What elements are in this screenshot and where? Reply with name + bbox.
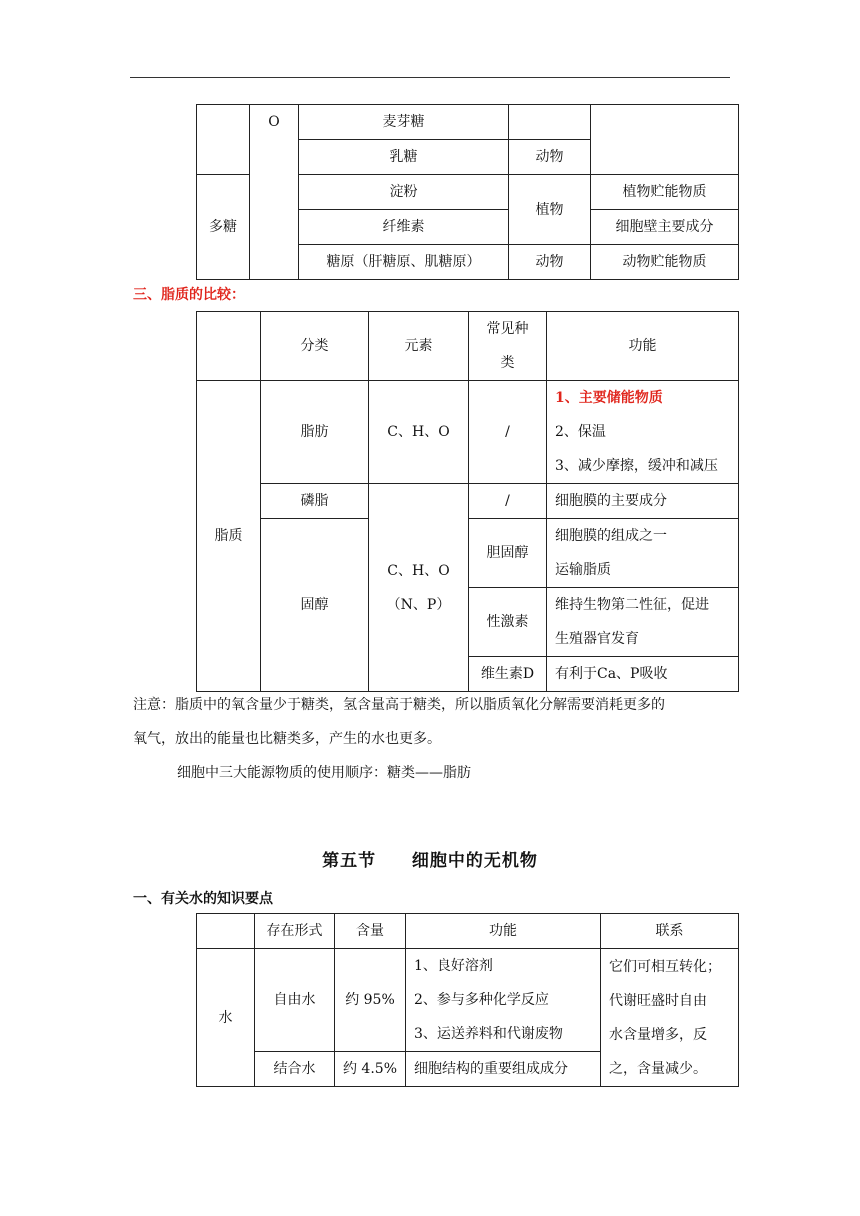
sterol-function-item: 生殖器官发育 (555, 631, 639, 647)
page-header-rule (130, 77, 730, 78)
energy-order-text: 细胞中三大能源物质的使用顺序：糖类——脂肪 (177, 765, 471, 781)
lipid-header-types-line2: 类 (500, 355, 515, 371)
sterol-subtype-name: 维生素D (469, 657, 547, 692)
sugar-row-name: 纤维素 (299, 210, 509, 245)
polysaccharide-label: 多糖 (197, 175, 250, 280)
sugar-element-cell (250, 105, 299, 280)
phospholipid-function: 细胞膜的主要成分 (547, 484, 739, 519)
free-water-name: 自由水 (255, 949, 335, 1052)
water-section-heading: 一、有关水的知识要点 (133, 891, 273, 907)
fat-functions (547, 381, 739, 484)
sterol-name: 固醇 (261, 519, 369, 692)
sugar-table (196, 104, 739, 280)
fat-types: / (469, 381, 547, 484)
lipid-header-element: 元素 (369, 312, 469, 381)
sugar-row-function (591, 105, 739, 175)
water-relation-cell (601, 949, 739, 1087)
lipid-note (133, 688, 665, 756)
sugar-row-name: 糖原（肝糖原、肌糖原） (299, 245, 509, 280)
lipid-note-line2: 氧气，放出的能量也比糖类多，产生的水也更多。 (133, 731, 441, 747)
bound-water-function: 细胞结构的重要组成成分 (406, 1052, 601, 1087)
sugar-row-distribution: 动物 (509, 245, 591, 280)
phospholipid-types: / (469, 484, 547, 519)
shared-element-line2: （N、P） (386, 596, 451, 613)
free-water-content: 约 95% (335, 949, 406, 1052)
sugar-row-name: 淀粉 (299, 175, 509, 210)
fat-element: C、H、O (369, 381, 469, 484)
free-water-function-item: 1、良好溶剂 (414, 958, 493, 974)
fat-function-item: 2、保温 (555, 424, 606, 440)
lipid-header-category: 分类 (261, 312, 369, 381)
sterol-function-item: 维持生物第二性征，促进 (555, 597, 709, 613)
lipid-note-line1: 注意：脂质中的氧含量少于糖类，氢含量高于糖类，所以脂质氧化分解需要消耗更多的 (133, 697, 665, 713)
fat-name: 脂肪 (261, 381, 369, 484)
water-header-empty (197, 914, 255, 949)
water-relation-line: 水含量增多，反 (609, 1026, 707, 1043)
lipid-section-heading: 三、脂质的比较： (133, 287, 245, 303)
sterol-subtype-function: 有利于Ca、P吸收 (547, 657, 739, 692)
sugar-row-function: 植物贮能物质 (591, 175, 739, 210)
free-water-functions (406, 949, 601, 1052)
sterol-function-item: 运输脂质 (555, 562, 611, 578)
lipid-header-empty (197, 312, 261, 381)
water-relation-line: 之，含量减少。 (609, 1060, 707, 1077)
sterol-subtype-name: 胆固醇 (469, 519, 547, 588)
sterol-subtype-functions (547, 588, 739, 657)
water-relation-line: 它们可相互转化； (609, 958, 721, 975)
fat-function-item: 1、主要储能物质 (555, 390, 663, 406)
lipid-header-types-line1: 常见种 (486, 321, 529, 337)
section-title-number: 第五节 (322, 851, 377, 871)
sugar-row-distribution: 动物 (509, 140, 591, 175)
fat-function-item: 3、减少摩擦，缓冲和减压 (555, 458, 718, 474)
sugar-row-distribution: 植物 (509, 175, 591, 245)
sugar-row-function: 细胞壁主要成分 (591, 210, 739, 245)
sugar-row-function: 动物贮能物质 (591, 245, 739, 280)
lipid-header-types (469, 312, 547, 381)
water-header-form: 存在形式 (255, 914, 335, 949)
water-header-relation: 联系 (601, 914, 739, 949)
bound-water-content: 约 4.5% (335, 1052, 406, 1087)
sterol-subtype-name: 性激素 (469, 588, 547, 657)
free-water-function-item: 2、参与多种化学反应 (414, 992, 549, 1008)
water-group-label: 水 (197, 949, 255, 1087)
sugar-row-distribution (509, 105, 591, 140)
water-header-content: 含量 (335, 914, 406, 949)
lipid-group-label: 脂质 (197, 381, 261, 692)
lipid-header-function: 功能 (547, 312, 739, 381)
sugar-element-o: O (268, 114, 280, 130)
section-title (0, 846, 860, 871)
sterol-function-item: 细胞膜的组成之一 (555, 528, 667, 544)
water-relation-line: 代谢旺盛时自由 (609, 992, 707, 1009)
free-water-function-item: 3、运送养料和代谢废物 (414, 1026, 563, 1042)
shared-element-line1: C、H、O (387, 562, 450, 579)
sterol-subtype-functions (547, 519, 739, 588)
sugar-empty-category-cell (197, 105, 250, 175)
water-header-function: 功能 (406, 914, 601, 949)
water-table (196, 913, 739, 1087)
sugar-row-name: 乳糖 (299, 140, 509, 175)
sugar-row-name: 麦芽糖 (299, 105, 509, 140)
section-title-text: 细胞中的无机物 (411, 851, 538, 871)
phospholipid-name: 磷脂 (261, 484, 369, 519)
lipid-table (196, 311, 739, 692)
shared-element-cell (369, 484, 469, 692)
bound-water-name: 结合水 (255, 1052, 335, 1087)
